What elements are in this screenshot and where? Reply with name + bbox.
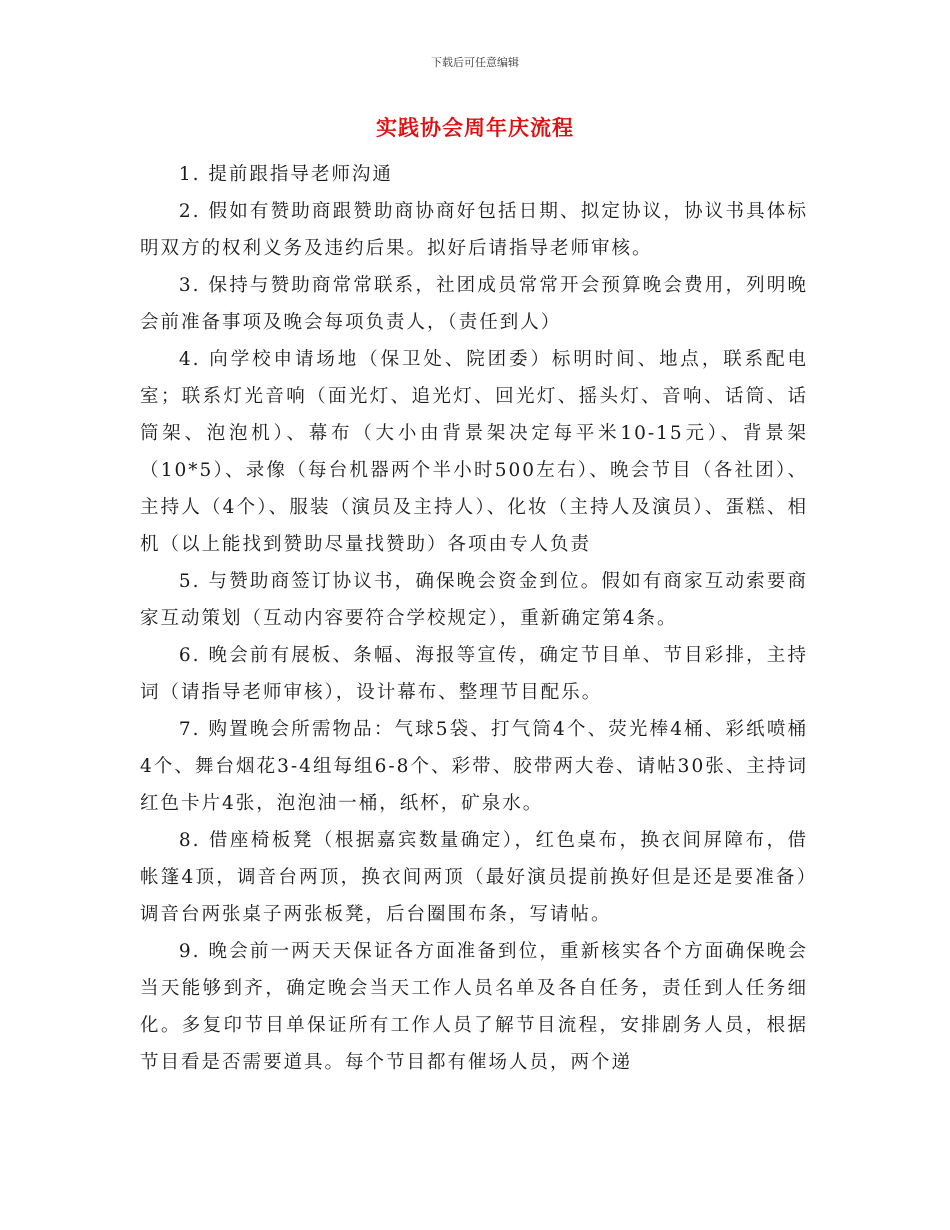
- page-header-note: 下载后可任意编辑: [431, 56, 519, 69]
- document-title: 实践协会周年庆流程: [376, 116, 574, 140]
- paragraph-item-6: 6. 晚会前有展板、条幅、海报等宣传，确定节目单、节目彩排，主持词（请指导老师审核），设计幕布、整理节目配乐。: [140, 645, 808, 703]
- paragraph-item-1: 1. 提前跟指导老师沟通: [178, 164, 393, 185]
- paragraph-item-3: 3. 保持与赞助商常常联系，社团成员常常开会预算晚会费用，列明晚会前准备事项及晚会每项负责人，（责任到人）: [140, 275, 808, 333]
- paragraph-item-8: 8. 借座椅板凳（根据嘉宾数量确定），红色桌布，换衣间屏障布，借帐篷4顶，调音台两顶，换衣间两顶（最好演员提前换好但是还是要准备）调音台两张桌子两张板凳，后台圈围布条，写请帖。: [140, 830, 808, 925]
- paragraph-item-7: 7. 购置晚会所需物品：气球5袋、打气筒4个、荧光棒4桶、彩纸喷桶4个、舞台烟花3-4组每组6-8个、彩带、胶带两大卷、请帖30张、主持词红色卡片4张，泡泡油一桶，纸杯，矿泉水。: [140, 719, 808, 814]
- document-body: [140, 156, 808, 1081]
- paragraph-item-9: 9. 晚会前一两天天保证各方面准备到位，重新核实各个方面确保晚会当天能够到齐，确定晚会当天工作人员名单及各自任务，责任到人任务细化。多复印节目单保证所有工作人员了解节目流程，安排剧务人员，根据节目看是否需要道具。每个节目都有催场人员，两个递: [140, 941, 808, 1073]
- paragraph-item-5: 5. 与赞助商签订协议书，确保晚会资金到位。假如有商家互动索要商家互动策划（互动内容要符合学校规定），重新确定第4条。: [140, 571, 808, 629]
- paragraph-item-2: 2. 假如有赞助商跟赞助商协商好包括日期、拟定协议，协议书具体标明双方的权利义务及违约后果。拟好后请指导老师审核。: [140, 201, 808, 259]
- paragraph-item-4: 4. 向学校申请场地（保卫处、院团委）标明时间、地点，联系配电室；联系灯光音响（面光灯、追光灯、回光灯、摇头灯、音响、话筒、话筒架、泡泡机）、幕布（大小由背景架决定每平米10-15元）、背景架（10*5）、录像（每台机器两个半小时500左右）、晚会节目（各社团）、主持人（4个）、服装（演员及主持人）、化妆（主持人及演员）、蛋糕、相机（以上能找到赞助尽量找赞助）各项由专人负责: [140, 349, 808, 555]
